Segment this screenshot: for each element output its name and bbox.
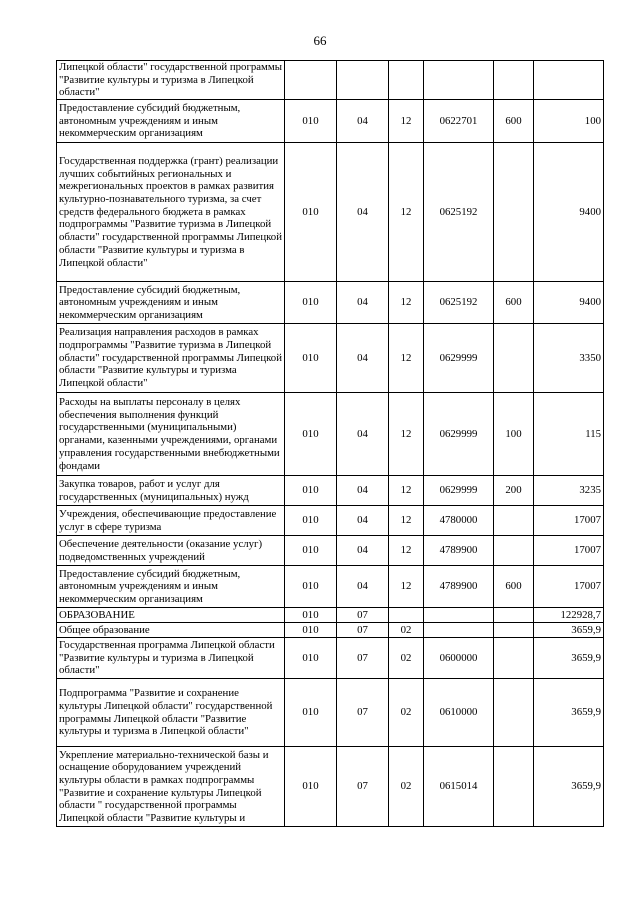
section-code-cell: 04 (337, 100, 389, 143)
target-article-cell: 0622701 (424, 100, 494, 143)
budget-table (56, 60, 604, 827)
expense-type-cell (494, 747, 534, 827)
admin-code-cell (285, 61, 337, 100)
expense-type-cell (494, 623, 534, 638)
section-code-cell: 04 (337, 506, 389, 536)
subsection-code-cell: 12 (389, 476, 424, 506)
row-name-cell: Учреждения, обеспечивающие предоставление услуг в сфере туризма (57, 506, 285, 536)
expense-type-cell (494, 679, 534, 747)
expense-type-cell (494, 143, 534, 282)
section-code-cell: 07 (337, 747, 389, 827)
target-article-cell: 0610000 (424, 679, 494, 747)
table-row (57, 393, 604, 476)
target-article-cell (424, 608, 494, 623)
expense-type-cell (494, 324, 534, 393)
table-row (57, 536, 604, 566)
section-code-cell: 07 (337, 679, 389, 747)
subsection-code-cell: 12 (389, 506, 424, 536)
target-article-cell: 0625192 (424, 282, 494, 324)
subsection-code-cell: 02 (389, 679, 424, 747)
page-number: 66 (313, 33, 327, 48)
section-code-cell: 04 (337, 324, 389, 393)
subsection-code-cell (389, 608, 424, 623)
target-article-cell: 0615014 (424, 747, 494, 827)
subsection-code-cell: 12 (389, 100, 424, 143)
section-code-cell: 04 (337, 476, 389, 506)
table-row (57, 608, 604, 623)
row-name-cell: Реализация направления расходов в рамках подпрограммы "Развитие туризма в Липецкой области" государственной программы Липецкой области "Развитие культуры и туризма Липецкой области" (57, 324, 285, 393)
section-code-cell: 04 (337, 143, 389, 282)
amount-cell: 17007 (534, 566, 604, 608)
amount-cell: 9400 (534, 143, 604, 282)
amount-cell: 3659,9 (534, 747, 604, 827)
row-name-cell: Липецкой области" государственной программы "Развитие культуры и туризма в Липецкой области" (57, 61, 285, 100)
admin-code-cell: 010 (285, 282, 337, 324)
expense-type-cell: 100 (494, 393, 534, 476)
table-row (57, 324, 604, 393)
expense-type-cell (494, 608, 534, 623)
admin-code-cell: 010 (285, 747, 337, 827)
target-article-cell: 0629999 (424, 393, 494, 476)
expense-type-cell: 200 (494, 476, 534, 506)
table-row (57, 143, 604, 282)
admin-code-cell: 010 (285, 143, 337, 282)
admin-code-cell: 010 (285, 393, 337, 476)
row-name-cell: Подпрограмма "Развитие и сохранение культуры Липецкой области" государственной программы Липецкой области "Развитие культуры и туризма в Липецкой области" (57, 679, 285, 747)
target-article-cell: 0625192 (424, 143, 494, 282)
subsection-code-cell: 02 (389, 623, 424, 638)
expense-type-cell (494, 506, 534, 536)
row-name-cell: Государственная программа Липецкой области "Развитие культуры и туризма в Липецкой области" (57, 638, 285, 679)
table-row (57, 679, 604, 747)
target-article-cell: 0629999 (424, 324, 494, 393)
admin-code-cell: 010 (285, 476, 337, 506)
target-article-cell: 4789900 (424, 566, 494, 608)
table-row (57, 747, 604, 827)
amount-cell: 100 (534, 100, 604, 143)
admin-code-cell: 010 (285, 638, 337, 679)
table-row (57, 566, 604, 608)
subsection-code-cell: 12 (389, 536, 424, 566)
amount-cell: 3659,9 (534, 623, 604, 638)
target-article-cell: 0600000 (424, 638, 494, 679)
subsection-code-cell: 12 (389, 566, 424, 608)
amount-cell: 3235 (534, 476, 604, 506)
row-name-cell: Государственная поддержка (грант) реализации лучших событийных региональных и межрегиональных проектов в рамках развития культурно-познавательного туризма, за счет средств федерального бюджета в рамках подпрограммы "Развитие туризма в Липецкой области" государственной программы Липецкой области "Развитие культуры и туризма в Липецкой области" (57, 143, 285, 282)
row-name-cell: Закупка товаров, работ и услуг для государственных (муниципальных) нужд (57, 476, 285, 506)
subsection-code-cell: 12 (389, 282, 424, 324)
section-code-cell: 07 (337, 608, 389, 623)
amount-cell (534, 61, 604, 100)
section-code-cell: 04 (337, 393, 389, 476)
admin-code-cell: 010 (285, 536, 337, 566)
row-name-cell: Общее образование (57, 623, 285, 638)
admin-code-cell: 010 (285, 608, 337, 623)
section-code-cell: 04 (337, 566, 389, 608)
admin-code-cell: 010 (285, 100, 337, 143)
table-row (57, 282, 604, 324)
target-article-cell: 0629999 (424, 476, 494, 506)
amount-cell: 3350 (534, 324, 604, 393)
subsection-code-cell (389, 61, 424, 100)
table-row (57, 638, 604, 679)
expense-type-cell (494, 536, 534, 566)
target-article-cell (424, 61, 494, 100)
amount-cell: 3659,9 (534, 638, 604, 679)
expense-type-cell (494, 61, 534, 100)
amount-cell: 122928,7 (534, 608, 604, 623)
amount-cell: 17007 (534, 536, 604, 566)
admin-code-cell: 010 (285, 623, 337, 638)
target-article-cell: 4789900 (424, 536, 494, 566)
expense-type-cell: 600 (494, 100, 534, 143)
subsection-code-cell: 12 (389, 393, 424, 476)
table-row (57, 506, 604, 536)
section-code-cell: 04 (337, 536, 389, 566)
subsection-code-cell: 12 (389, 324, 424, 393)
amount-cell: 17007 (534, 506, 604, 536)
target-article-cell (424, 623, 494, 638)
subsection-code-cell: 12 (389, 143, 424, 282)
section-code-cell: 07 (337, 638, 389, 679)
admin-code-cell: 010 (285, 679, 337, 747)
subsection-code-cell: 02 (389, 747, 424, 827)
expense-type-cell: 600 (494, 566, 534, 608)
section-code-cell: 07 (337, 623, 389, 638)
table-row (57, 61, 604, 100)
row-name-cell: Предоставление субсидий бюджетным, автономным учреждениям и иным некоммерческим организациям (57, 282, 285, 324)
row-name-cell: ОБРАЗОВАНИЕ (57, 608, 285, 623)
table-row (57, 476, 604, 506)
admin-code-cell: 010 (285, 506, 337, 536)
subsection-code-cell: 02 (389, 638, 424, 679)
row-name-cell: Предоставление субсидий бюджетным, автономным учреждениям и иным некоммерческим организациям (57, 100, 285, 143)
amount-cell: 115 (534, 393, 604, 476)
amount-cell: 3659,9 (534, 679, 604, 747)
expense-type-cell (494, 638, 534, 679)
expense-type-cell: 600 (494, 282, 534, 324)
row-name-cell: Расходы на выплаты персоналу в целях обеспечения выполнения функций государственными (муниципальными) органами, казенными учреждениями, органами управления государственными внебюджетными фондами (57, 393, 285, 476)
section-code-cell (337, 61, 389, 100)
row-name-cell: Предоставление субсидий бюджетным, автономным учреждениям и иным некоммерческим организациям (57, 566, 285, 608)
target-article-cell: 4780000 (424, 506, 494, 536)
amount-cell: 9400 (534, 282, 604, 324)
admin-code-cell: 010 (285, 324, 337, 393)
section-code-cell: 04 (337, 282, 389, 324)
row-name-cell: Укрепление материально-технической базы и оснащение оборудованием учреждений культуры области в рамках подпрограммы "Развитие и сохранение культуры Липецкой области " государственной программы Липецкой области "Развитие культуры и (57, 747, 285, 827)
table-row (57, 623, 604, 638)
table-row (57, 100, 604, 143)
admin-code-cell: 010 (285, 566, 337, 608)
row-name-cell: Обеспечение деятельности (оказание услуг) подведомственных учреждений (57, 536, 285, 566)
